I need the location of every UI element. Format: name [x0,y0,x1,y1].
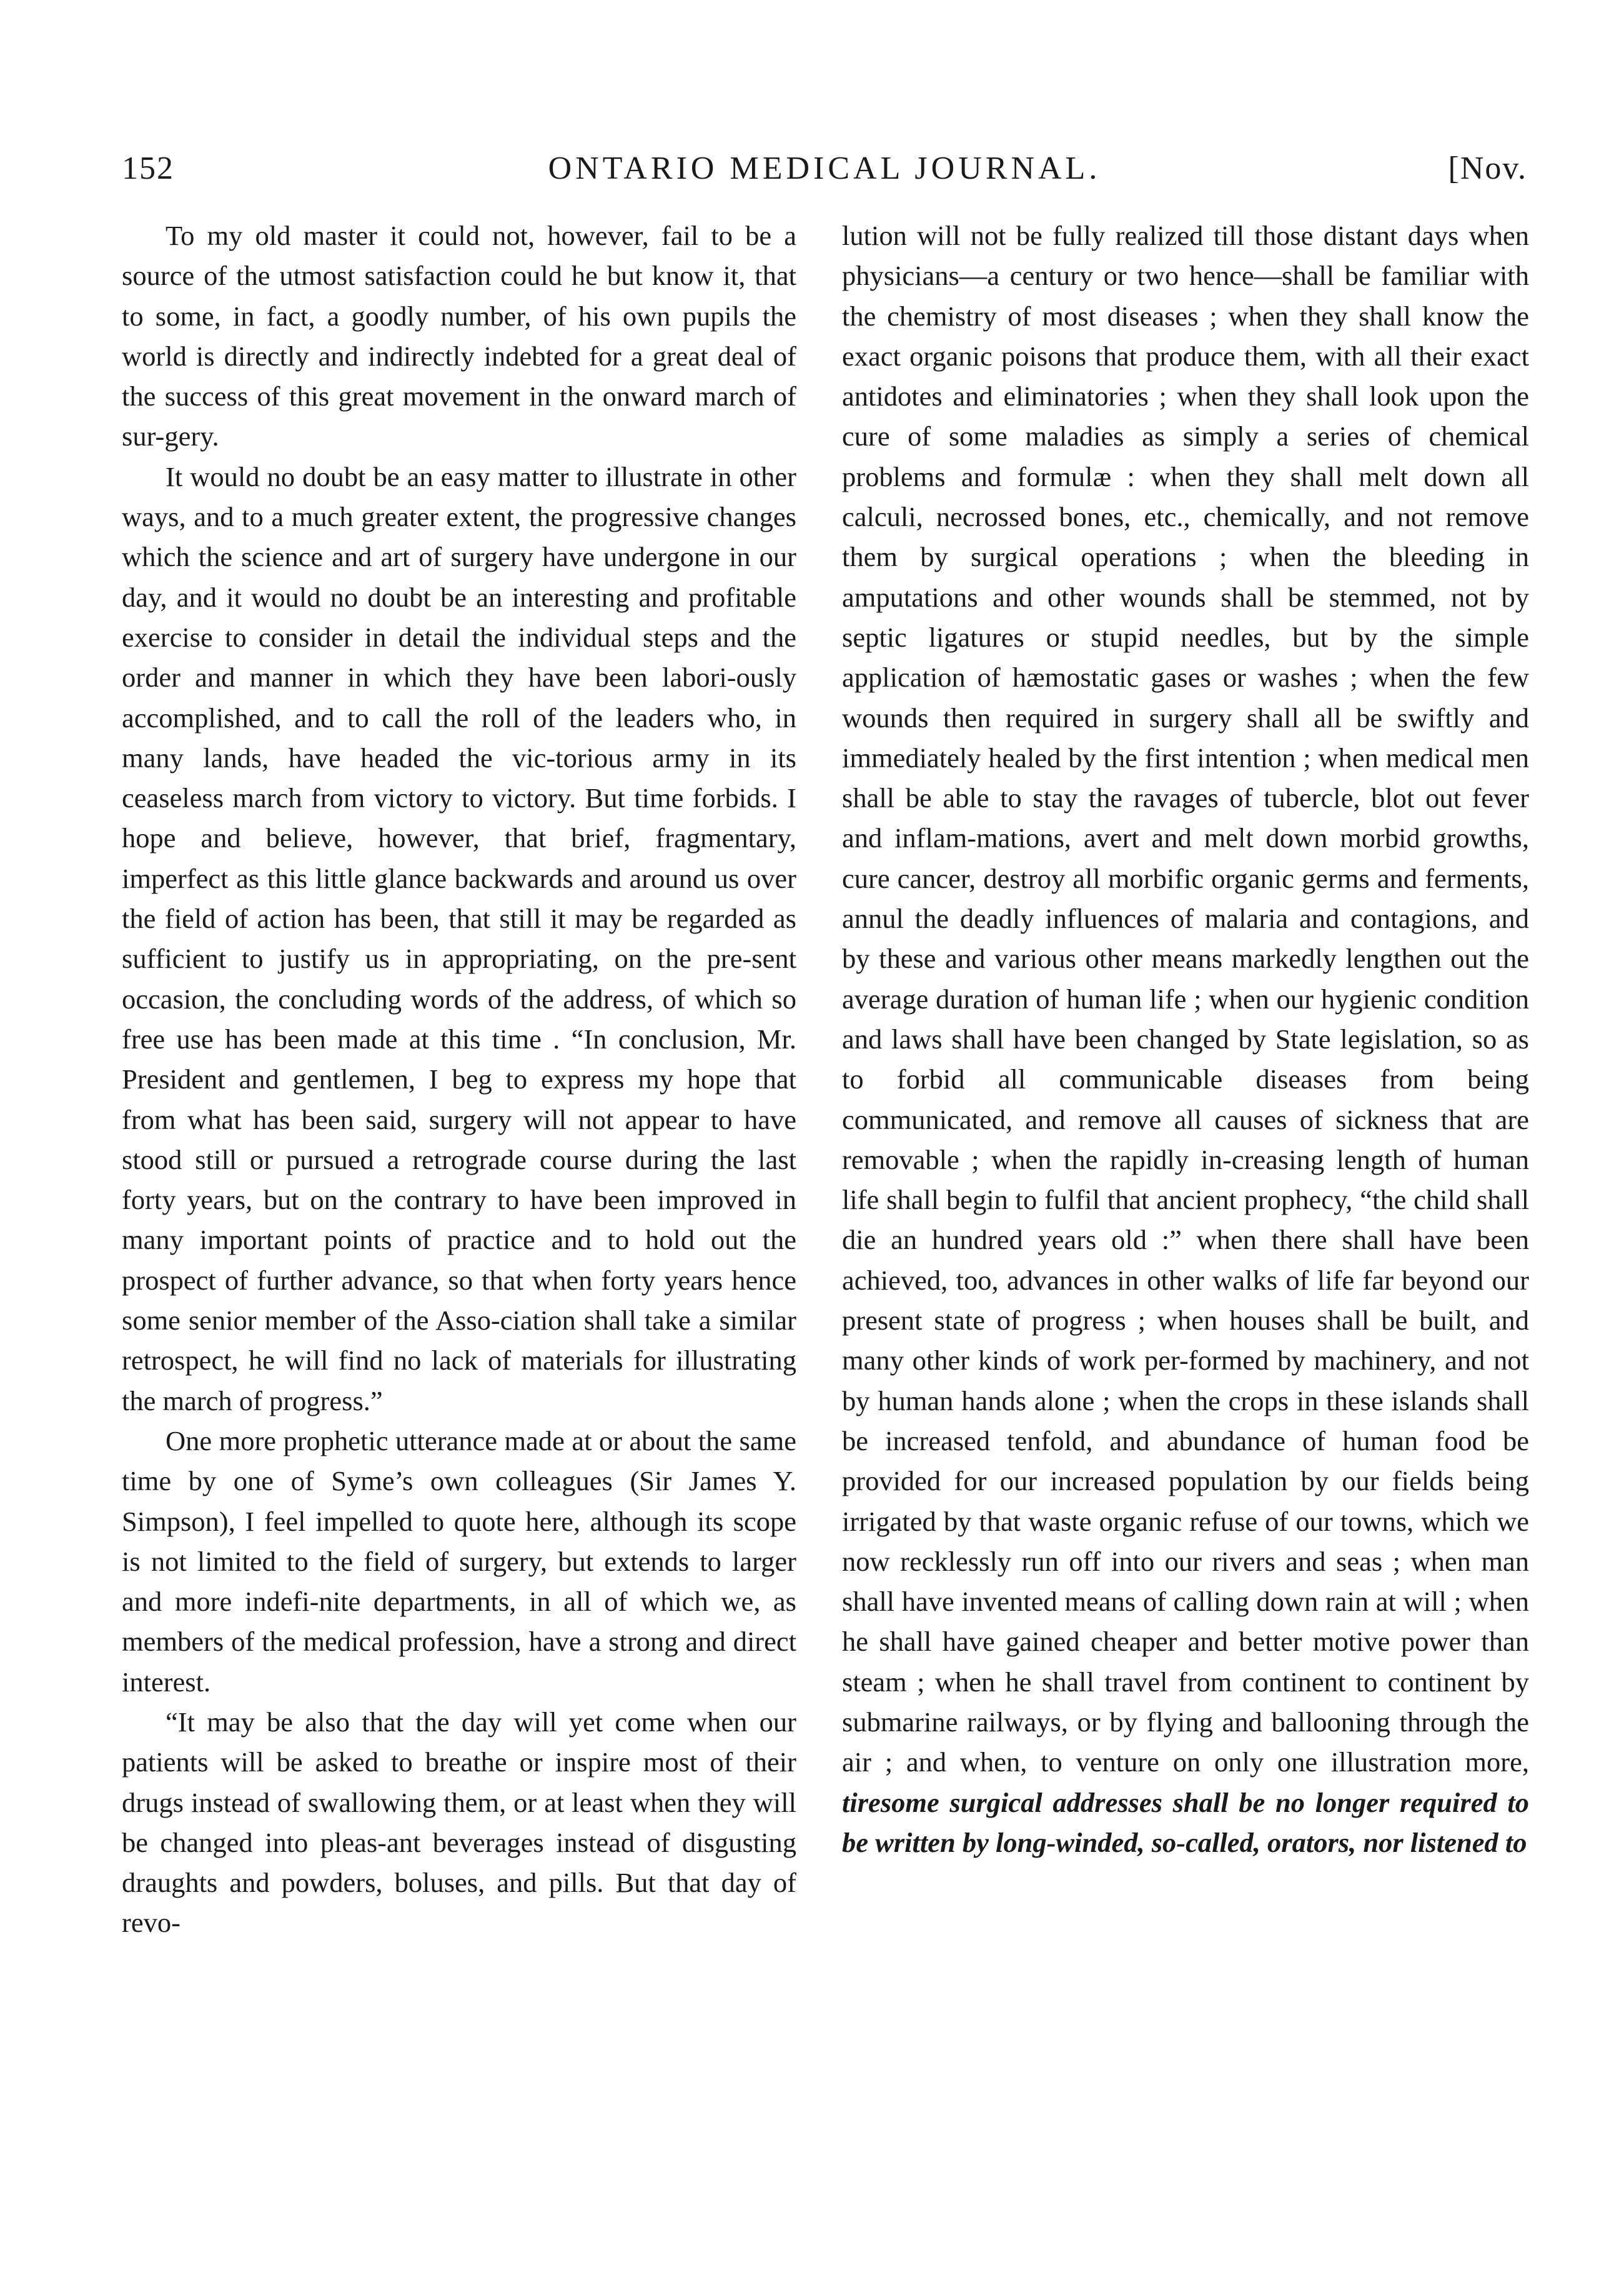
running-header [122,150,1527,200]
paragraph: One more prophetic utterance made at or about the same time by one of Syme’s own colleagues (Sir James Y. Simpson), I feel impelled to quote here, although its scope is not limited to the field of surgery, but extends to larger and more indefi-nite departments, in all of which we, as members of the medical profession, have a strong and direct interest. [122,1425,796,1698]
journal-title: ONTARIO MEDICAL JOURNAL. [548,151,1101,186]
issue-month: [Nov. [1448,151,1527,186]
page-number: 152 [122,151,174,186]
paragraph: To my old master it could not, however, fail to be a source of the utmost satisfaction could he but know it, that to some, in fact, a goodly number, of his own pupils the world is directly and indirectly indebted for a great deal of the success of this great movement in the onward march of sur-gery. [122,220,796,452]
paragraph-text: lution will not be fully realized till those distant days when physicians—a century or two hence—shall be familiar with the chemistry of most diseases ; when they shall know the exact organic poisons that produce them, with all their exact antidotes and eliminatories ; when they shall look upon the cure of some maladies as simply a series of chemical problems and formulæ : when they shall melt down all calculi, necrossed bones, etc., chemically, and not remove them by surgical operations ; when the bleeding in amputations and other wounds shall be stemmed, not by septic ligatures or stupid needles, but by the simple application of hæmostatic gases or washes ; when the few wounds then required in surgery shall all be swiftly and immediately healed by the first intention ; when medical men shall be able to stay the ravages of tubercle, blot out fever and inflam-mations, avert and melt down morbid growths, cure cancer, destroy all morbific organic germs and ferments, annul the deadly influences of malaria and contagions, and by these and various other means markedly lengthen out the average duration of human life ; when our hygienic condition and laws shall have been changed by State legislation, so as to forbid all communicable diseases from being communicated, and remove all causes of sickness that are removable ; when the rapidly in-creasing length of human life shall begin to fulfil that ancient prophecy, “the child shall die an hundred years old :” when there shall have been achieved, too, advances in other walks of life far beyond our present state of progress ; when houses shall be built, and many other kinds of work per-formed by machinery, and not by human hands alone ; when the crops in these islands shall be increased tenfold, and abundance of human food be provided for our increased population by our fields being irrigated by that waste organic refuse of our towns, which we now recklessly run off into our rivers and seas ; when man shall have invented means of calling down rain at will ; when he shall have gained cheaper and better motive power than steam ; when he shall travel from continent to continent by submarine railways, or by flying and ballooning through the air ; and when, to venture on only one illustration more, [842,220,1529,1778]
paragraph: It would no doubt be an easy matter to illustrate in other ways, and to a much greater extent, the progressive changes which the science and art of surgery have undergone in our day, and it would no doubt be an interesting and profitable exercise to consider in detail the individual steps and the order and manner in which they have been labori-ously accomplished, and to call the roll of the leaders who, in many lands, have headed the vic-torious army in its ceaseless march from victory to victory. But time forbids. I hope and believe, however, that brief, fragmentary, imperfect as this little glance backwards and around us over the field of action has been, that still it may be regarded as sufficient to justify us in appropriating, on the pre-sent occasion, the concluding words of the address, of which so free use has been made at this time . “In conclusion, Mr. President and gentlemen, I beg to express my hope that from what has been said, surgery will not appear to have stood still or pursued a retrograde course during the last forty years, but on the contrary to have been improved in many important points of practice and to hold out the prospect of further advance, so that when forty years hence some senior member of the Asso-ciation shall take a similar retrospect, he will find no lack of materials for illustrating the march of progress.” [122,460,796,1416]
italic-text: tiresome surgical addresses shall be no longer required to be written by long-winded, so-called, orators, nor listened to [842,1786,1529,1858]
left-column [122,216,796,1943]
right-column [842,216,1529,1863]
paragraph-continued [842,216,1529,1863]
paragraph: “It may be also that the day will yet come when our patients will be asked to breathe or inspire most of their drugs instead of swallowing them, or at least when they will be changed into pleas-ant beverages instead of disgusting draughts and powders, boluses, and pills. But that day of revo- [122,1706,796,1939]
